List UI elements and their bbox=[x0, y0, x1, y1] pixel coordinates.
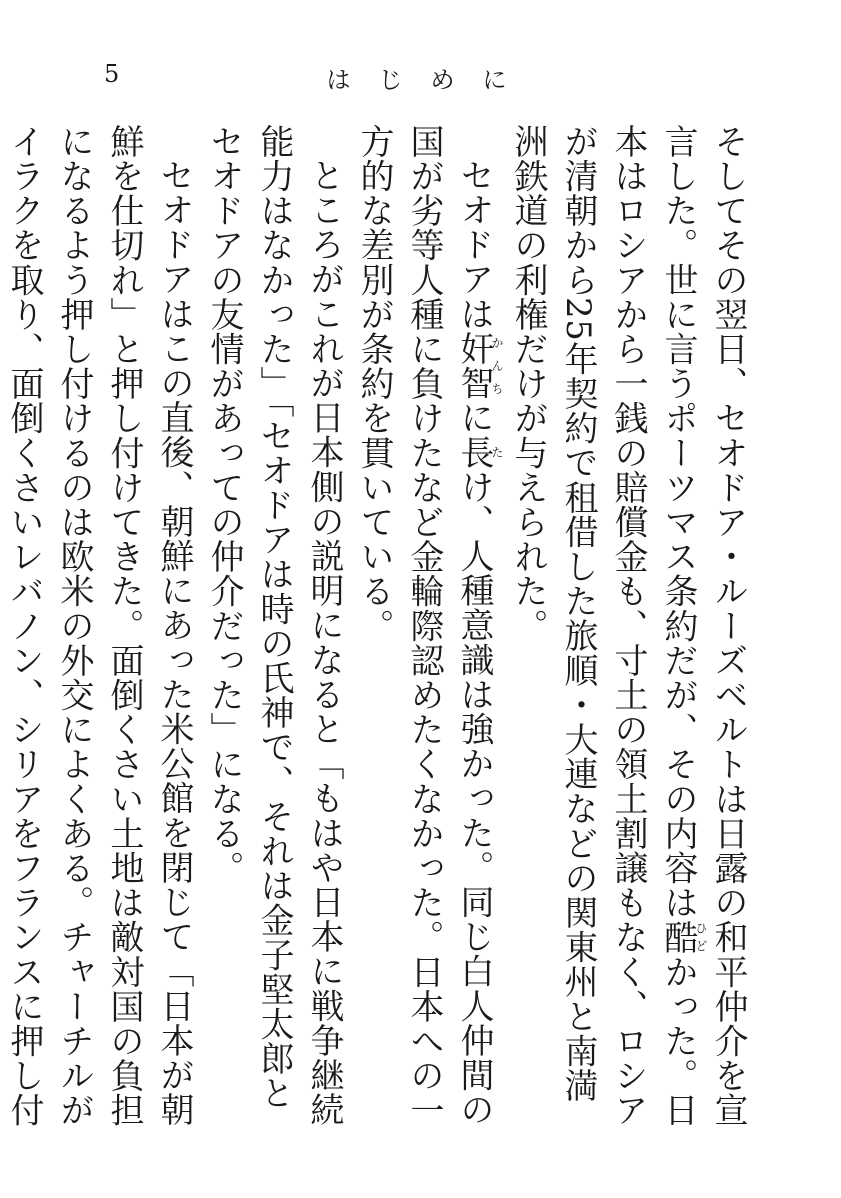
text-run: に bbox=[454, 400, 494, 435]
ruby-base: 奸智 bbox=[454, 331, 494, 401]
furigana: ひど bbox=[694, 919, 708, 955]
page-number: 5 bbox=[104, 60, 120, 88]
paragraph-1 bbox=[503, 124, 753, 1134]
paragraph-4: セオドアはこの直後、朝鮮にあった米公館を閉じて「日本が朝鮮を仕切れ」と押し付けてきた。面倒くさい土地は敵対国の負担になるよう押し付けるのは欧米の外交によくある。チャーチルがイラクを取り、面倒くさいレバノン、シリアをフランスに押し付 bbox=[4, 124, 194, 1128]
text-run: そしてその翌日、セオドア・ルーズベルトは日露の和平仲介を宣言した。世に言うポーツマス条約だが、その内容は bbox=[658, 124, 748, 1128]
ruby-base: 長 bbox=[454, 434, 494, 470]
ruby bbox=[658, 919, 708, 955]
furigana: かんち bbox=[490, 331, 504, 401]
text-run: かった。日本はロシアから一銭の賠償金も、寸土の領土割譲もなく、ロシアが清朝から25年契約で租借した旅順・大連などの関東州と南満洲鉄道の利権だけが与えられた。 bbox=[508, 124, 698, 1128]
paragraph-3: ところがこれが日本側の説明になると「もはや日本に戦争継続能力はなかった」「セオドアは時の氏神で、それは金子堅太郎とセオドアの友情があっての仲介だった」になる。 bbox=[204, 124, 344, 1127]
paragraph-2 bbox=[349, 124, 503, 1134]
running-head: はじめに bbox=[326, 66, 535, 94]
ruby-base: 酷 bbox=[658, 919, 698, 955]
text-run: け、人種意識は強かった。同じ白人仲間の国が劣等人種に負けたなど金輪際認めたくなかった。日本への一方的な差別が条約を貫いている。 bbox=[354, 124, 494, 1128]
ruby bbox=[454, 331, 504, 401]
furigana: た bbox=[490, 434, 504, 470]
text-run: セオドアは bbox=[454, 158, 494, 331]
ruby bbox=[454, 434, 504, 470]
body-text bbox=[0, 124, 753, 1134]
